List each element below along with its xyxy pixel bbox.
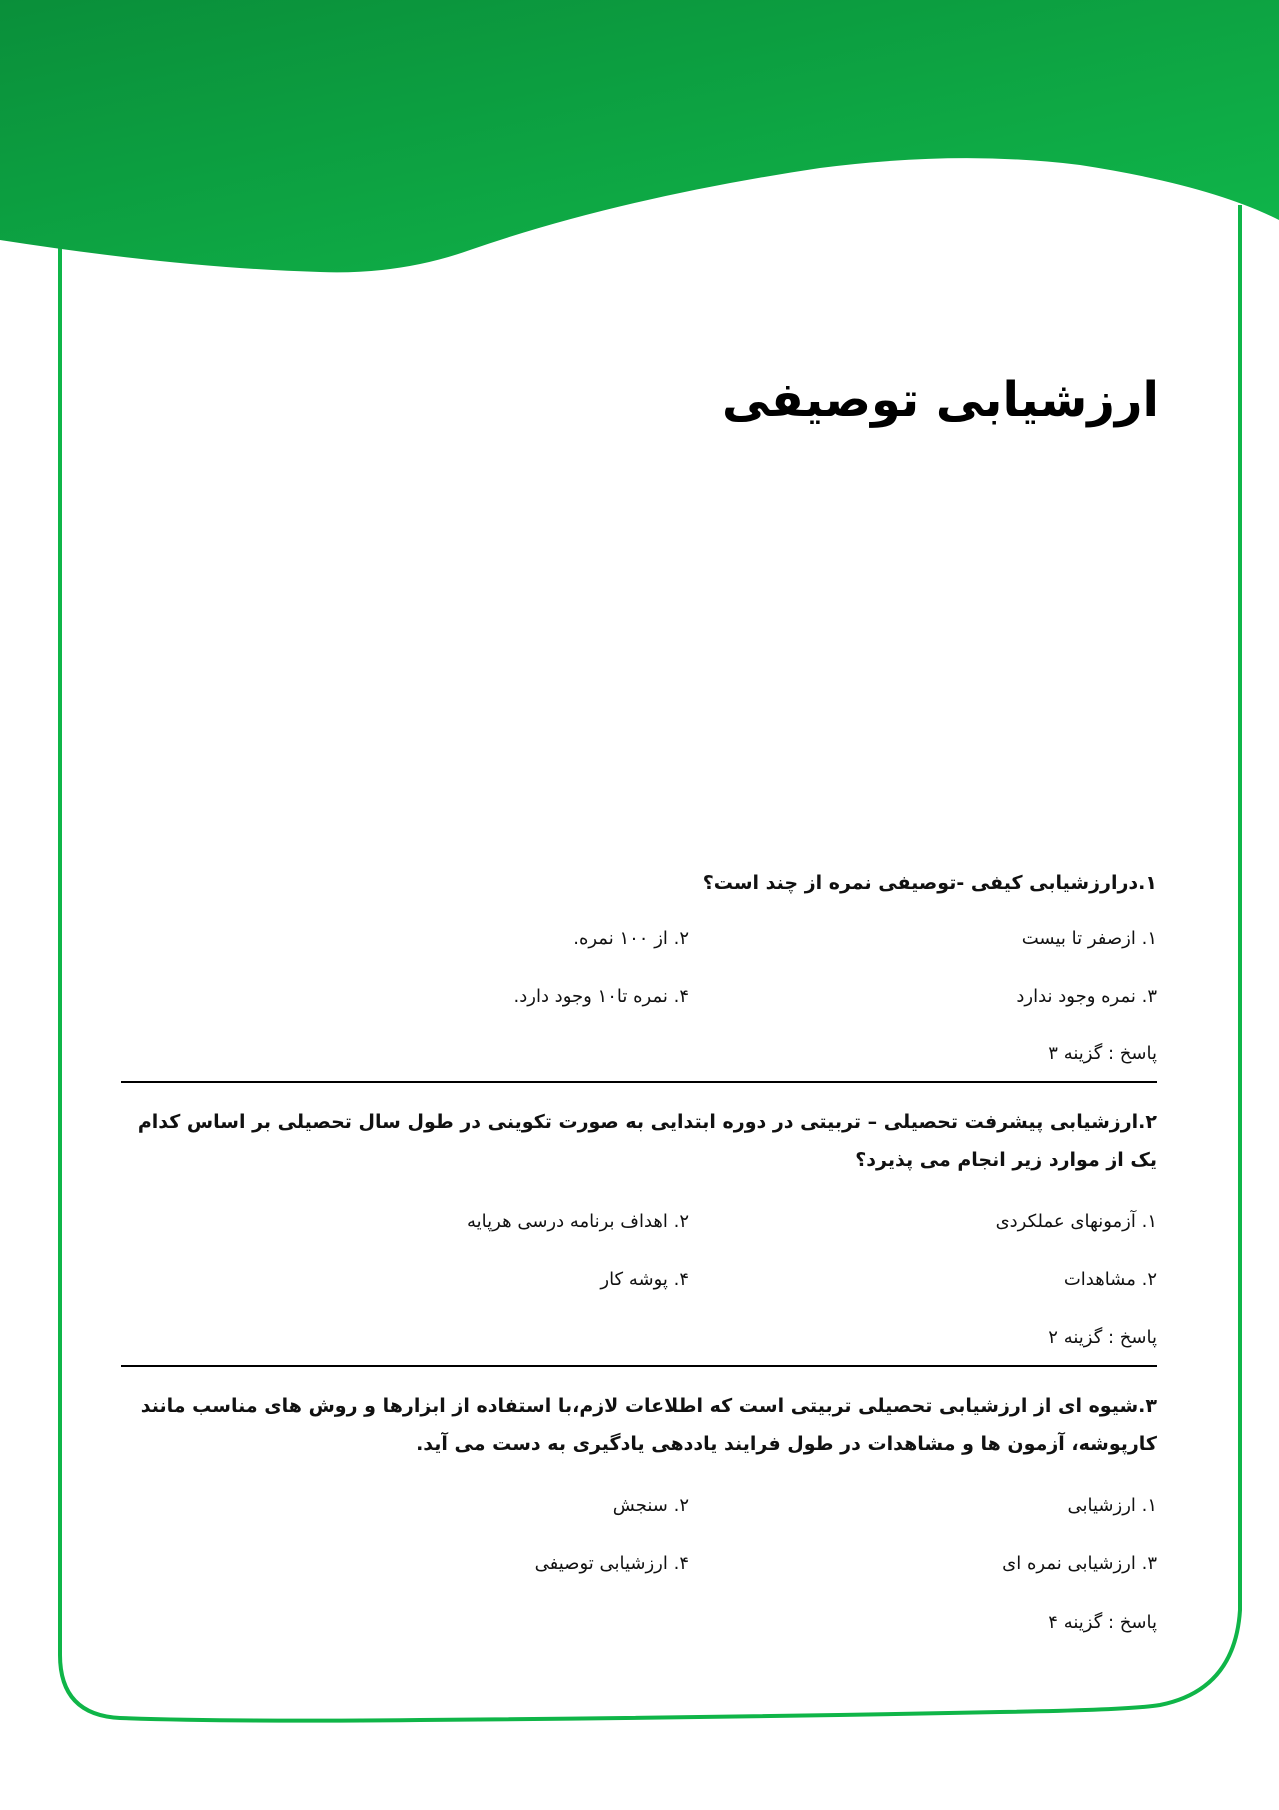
question-3-option-2: ۲. سنجش (612, 1495, 689, 1516)
page-title: ارزشیابی توصیفی (721, 372, 1159, 428)
question-3-option-4: ۴. ارزشیابی توصیفی (534, 1553, 689, 1574)
question-1-option-1: ۱. ازصفر تا بیست (1021, 928, 1157, 949)
question-1-option-3: ۳. نمره وجود ندارد (1016, 986, 1157, 1007)
question-2-option-1: ۱. آزمونهای عملکردی (995, 1211, 1157, 1232)
question-divider (121, 1081, 1157, 1083)
question-3-option-3: ۳. ارزشیابی نمره ای (1002, 1553, 1157, 1574)
question-1-option-2: ۲. از ۱۰۰ نمره. (573, 928, 689, 949)
question-1-answer: پاسخ : گزینه ۳ (1048, 1043, 1157, 1064)
question-1-text: ۱.درارزشیابی کیفی -توصیفی نمره از چند است؟ (702, 872, 1157, 894)
question-2-answer: پاسخ : گزینه ۲ (1048, 1327, 1157, 1348)
question-divider (121, 1365, 1157, 1367)
question-3-option-1: ۱. ارزشیابی (1067, 1495, 1157, 1516)
question-2-option-4: ۴. پوشه کار (600, 1269, 689, 1290)
question-2-option-2: ۲. اهداف برنامه درسی هرپایه (467, 1211, 689, 1232)
question-2-option-3: ۲. مشاهدات (1063, 1269, 1157, 1290)
question-3-answer: پاسخ : گزینه ۴ (1048, 1612, 1157, 1633)
question-3-text: ۳.شیوه ای از ارزشیابی تحصیلی تربیتی است که اطلاعات لازم،با استفاده از ابزارها و روش های مناسب مانند کارپوشه، آزمون ها و مشاهدات در طول فرایند یاددهی یادگیری به دست می آید. (140, 1395, 1157, 1455)
question-1-option-4: ۴. نمره تا۱۰ وجود دارد. (513, 986, 689, 1007)
question-2-text: ۲.ارزشیابی پیشرفت تحصیلی – تربیتی در دوره ابتدایی به صورت تکوینی در طول سال تحصیلی بر اساس کدام یک از موارد زیر انجام می پذیرد؟ (137, 1111, 1157, 1171)
